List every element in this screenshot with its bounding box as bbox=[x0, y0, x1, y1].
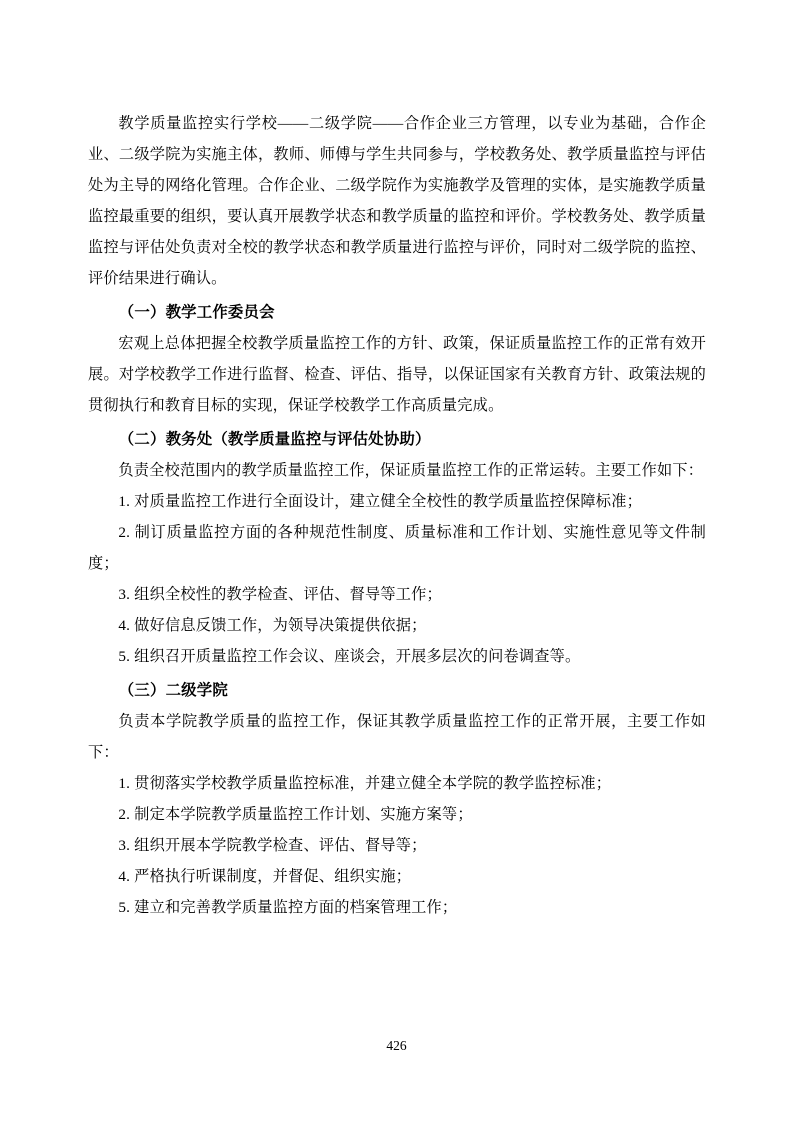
list-item: 4. 做好信息反馈工作，为领导决策提供依据； bbox=[118, 617, 427, 634]
page-number: 426 bbox=[386, 1038, 407, 1053]
paragraph-section-3-body: 负责本学院教学质量的监控工作，保证其教学质量监控工作的正常开展，主要工作如下： bbox=[88, 713, 706, 761]
heading-section-1: （一）教学工作委员会 bbox=[118, 304, 275, 321]
list-item: 1. 贯彻落实学校教学质量监控标准，并建立健全本学院的教学监控标准； bbox=[118, 775, 612, 792]
paragraph-section-1-body: 宏观上总体把握全校教学质量监控工作的方针、政策，保证质量监控工作的正常有效开展。对学校教学工作进行监督、检查、评估、指导，以保证国家有关教育方针、政策法规的贯彻执行和教育目标的实现，保证学校教学工作高质量完成。 bbox=[88, 335, 706, 414]
list-item: 1. 对质量监控工作进行全面设计，建立健全全校性的教学质量监控保障标准； bbox=[118, 493, 642, 510]
document-body bbox=[88, 108, 706, 923]
paragraph-section-2-body: 负责全校范围内的教学质量监控工作，保证质量监控工作的正常运转。主要工作如下： bbox=[118, 462, 704, 479]
list-item: 2. 制订质量监控方面的各种规范性制度、质量标准和工作计划、实施性意见等文件制度； bbox=[88, 524, 706, 572]
list-item: 3. 组织开展本学院教学检查、评估、督导等； bbox=[118, 837, 427, 854]
heading-section-3: （三）二级学院 bbox=[118, 682, 228, 699]
heading-section-2: （二）教务处（教学质量监控与评估处协助） bbox=[118, 431, 431, 448]
list-item: 5. 建立和完善教学质量监控方面的档案管理工作； bbox=[118, 899, 458, 916]
paragraph-intro: 教学质量监控实行学校——二级学院——合作企业三方管理，以专业为基础，合作企业、二级学院为实施主体，教师、师傅与学生共同参与，学校教务处、教学质量监控与评估处为主导的网络化管理。合作企业、二级学院作为实施教学及管理的实体，是实施教学质量监控最重要的组织，要认真开展教学状态和教学质量的监控和评价。学校教务处、教学质量监控与评估处负责对全校的教学状态和教学质量进行监控与评价，同时对二级学院的监控、评价结果进行确认。 bbox=[88, 115, 706, 287]
list-item: 5. 组织召开质量监控工作会议、座谈会，开展多层次的问卷调查等。 bbox=[118, 648, 581, 665]
list-item: 4. 严格执行听课制度，并督促、组织实施； bbox=[118, 868, 412, 885]
list-item: 2. 制定本学院教学质量监控工作计划、实施方案等； bbox=[118, 806, 473, 823]
list-item: 3. 组织全校性的教学检查、评估、督导等工作； bbox=[118, 586, 442, 603]
